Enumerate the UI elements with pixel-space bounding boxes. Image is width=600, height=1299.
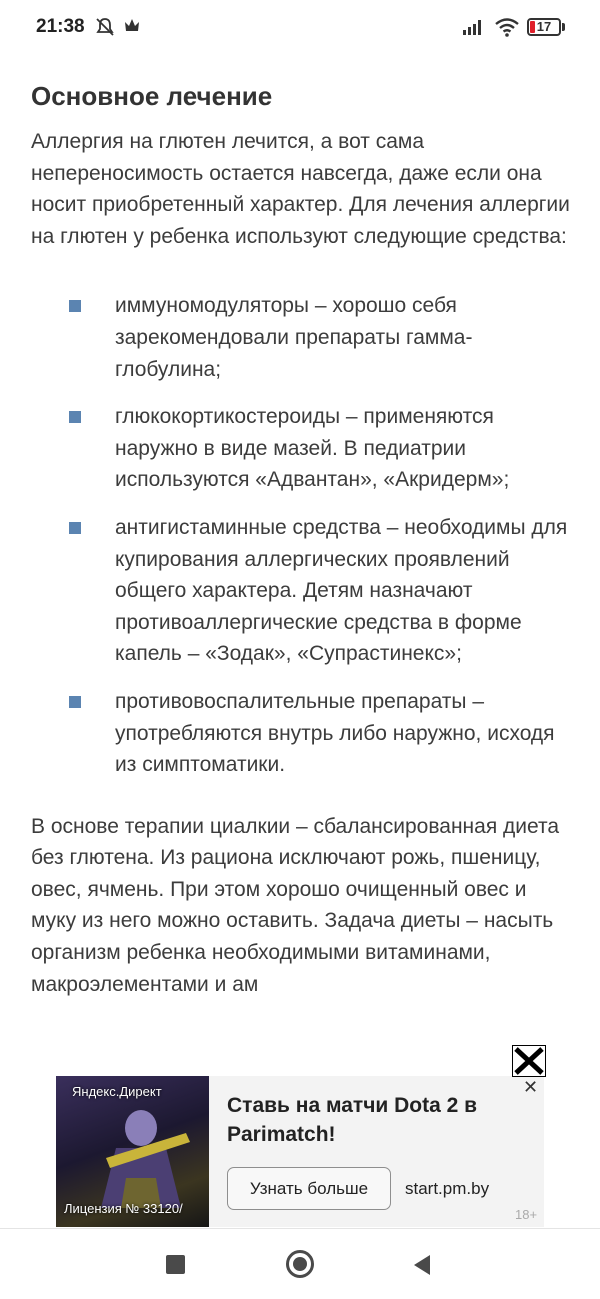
list-item	[31, 290, 576, 385]
article	[31, 78, 576, 1000]
navigation-bar	[0, 1228, 600, 1299]
ad-banner[interactable]	[56, 1076, 544, 1227]
battery-tip	[562, 23, 565, 31]
ad-domain[interactable]: start.pm.by	[405, 1179, 490, 1198]
list-item	[31, 401, 576, 496]
ad-learn-more-button[interactable]: Узнать больше	[227, 1167, 391, 1210]
home-icon-dot	[293, 1257, 307, 1271]
nav-divider	[0, 1228, 600, 1229]
list-item-text: глюкокортикостероиды – применяются наружно в виде мазей. В педиатрии используются «Адвантан», «Акридерм»;	[115, 405, 510, 492]
signal-icon	[462, 18, 486, 36]
battery-percent: 17	[536, 19, 552, 34]
list-item-text: антигистаминные средства – необходимы для купирования аллергических проявлений общего характера. Детям назначают противоаллергические средства в форме капель – «Зодак», «Супрастинекс»;	[115, 515, 568, 666]
list-item	[31, 686, 576, 781]
bullet-icon	[69, 696, 81, 708]
ad-title[interactable]: Ставь на матчи Dota 2 в Parimatch!	[227, 1094, 478, 1146]
diet-paragraph: В основе терапии циалкии – сбалансированная диета без глютена. Из рациона исключают рожь, пшеницу, овес, ячмень. При этом хорошо очищенный овес и муку из него можно оставить. Задача диеты – насыть организм ребенка необходимыми витаминами, макроэлементами и ам	[31, 814, 560, 996]
list-item	[31, 512, 576, 670]
list-item-text: иммуномодуляторы – хорошо себя зарекомендовали препараты гамма-глобулина;	[115, 294, 473, 381]
ad-image[interactable]	[56, 1076, 209, 1227]
treatment-list	[31, 290, 576, 780]
recent-apps-icon[interactable]	[166, 1255, 185, 1274]
clock: 21:38	[36, 16, 85, 37]
crown-icon	[124, 17, 140, 35]
intro-paragraph: Аллергия на глютен лечится, а вот сама непереносимость остается навсегда, даже если она носит приобретенный характер. Для лечения аллергии на глютен у ребенка используют следующие средства:	[31, 130, 570, 248]
ad-age-rating: 18+	[515, 1207, 538, 1222]
status-bar	[0, 0, 600, 56]
list-item-text: противовоспалительные препараты – употребляются внутрь либо наружно, исходя из симптоматики.	[115, 689, 555, 777]
section-heading: Основное лечение	[31, 81, 273, 111]
bullet-icon	[69, 300, 81, 312]
wifi-icon	[494, 17, 520, 37]
back-icon[interactable]	[412, 1254, 432, 1276]
bullet-icon	[69, 522, 81, 534]
ad-dismiss-button[interactable]	[512, 1045, 546, 1077]
home-icon[interactable]	[286, 1250, 314, 1278]
bell-off-icon	[95, 17, 115, 37]
battery-indicator	[527, 18, 561, 36]
close-icon	[513, 1046, 545, 1076]
bullet-icon	[69, 411, 81, 423]
game-character-image	[86, 1098, 196, 1208]
ad-source: Яндекс.Директ	[72, 1084, 162, 1099]
ad-close-icon[interactable]: ✕	[523, 1077, 539, 1097]
ad-license: Лицензия № 33120/	[64, 1201, 183, 1216]
